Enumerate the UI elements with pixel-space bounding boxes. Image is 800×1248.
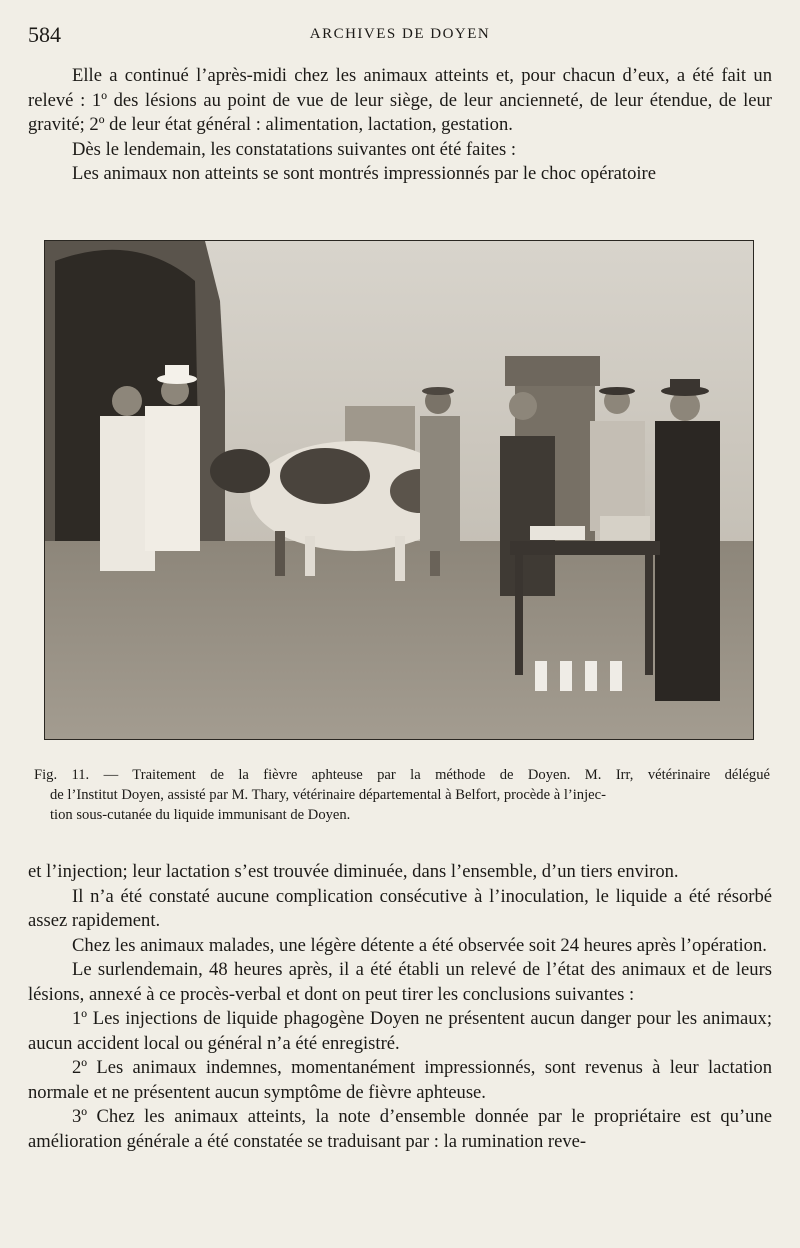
paragraph: Il n’a été constaté aucune complication consécutive à l’inoculation, le liquide a été résorbé assez rapidement. (28, 885, 772, 931)
paragraph: Le surlendemain, 48 heures après, il a été établi un relevé de l’état des animaux et de leurs lésions, annexé à ce procès-verbal et dont on peut tirer les conclusions suivantes : (28, 959, 772, 1005)
caption-line: de l’Institut Doyen, assisté par M. Thary, vétérinaire départemental à Belfort, procède à l’injec- (50, 787, 606, 803)
figure-photograph (44, 240, 754, 740)
paragraph: Elle a continué l’après-midi chez les animaux atteints et, pour chacun d’eux, a été fait un relevé : 1º des lésions au point de vue de leur siège, de leur ancienneté, de leur étendue, de leur gravité; 2º de leur état général : alimentation, lactation, gestation. (28, 65, 772, 135)
top-text (28, 64, 772, 187)
paragraph: 2º Les animaux indemnes, momentanément impressionnés, sont revenus à leur lactation normale et ne présentent aucun symptôme de fièvre aphteuse. (28, 1057, 772, 1103)
photograph-illustration (45, 241, 753, 739)
paragraph: 1º Les injections de liquide phagogène Doyen ne présentent aucun danger pour les animaux; aucun accident local ou général n’a été enregistré. (28, 1008, 772, 1054)
page-header (28, 22, 772, 52)
figure-caption (34, 765, 770, 825)
page-number: 584 (28, 22, 61, 47)
paragraph: Dès le lendemain, les constatations suivantes ont été faites : (72, 138, 517, 160)
door-lintel (505, 356, 600, 386)
bottom-text (28, 860, 772, 1154)
paragraph: Chez les animaux malades, une légère détente a été observée soit 24 heures après l’opération. (72, 934, 767, 956)
caption-line: Fig. 11. — Traitement de la fièvre aphteuse par la méthode de Doyen. M. Irr, vétérinaire délégué (34, 767, 770, 783)
running-title: ARCHIVES DE DOYEN (309, 26, 491, 42)
paragraph: 3º Chez les animaux atteints, la note d’ensemble donnée par le propriétaire est qu’une amélioration générale a été constatée se traduisant par : la rumination reve- (28, 1106, 772, 1152)
man-in-dark-suit (655, 379, 720, 701)
paragraph: Les animaux non atteints se sont montrés impressionnés par le choc opératoire (72, 163, 656, 184)
caption-line: tion sous-cutanée du liquide immunisant de Doyen. (50, 807, 351, 823)
paragraph: et l’injection; leur lactation s’est trouvée diminuée, dans l’ensemble, d’un tiers environ. (28, 861, 679, 882)
